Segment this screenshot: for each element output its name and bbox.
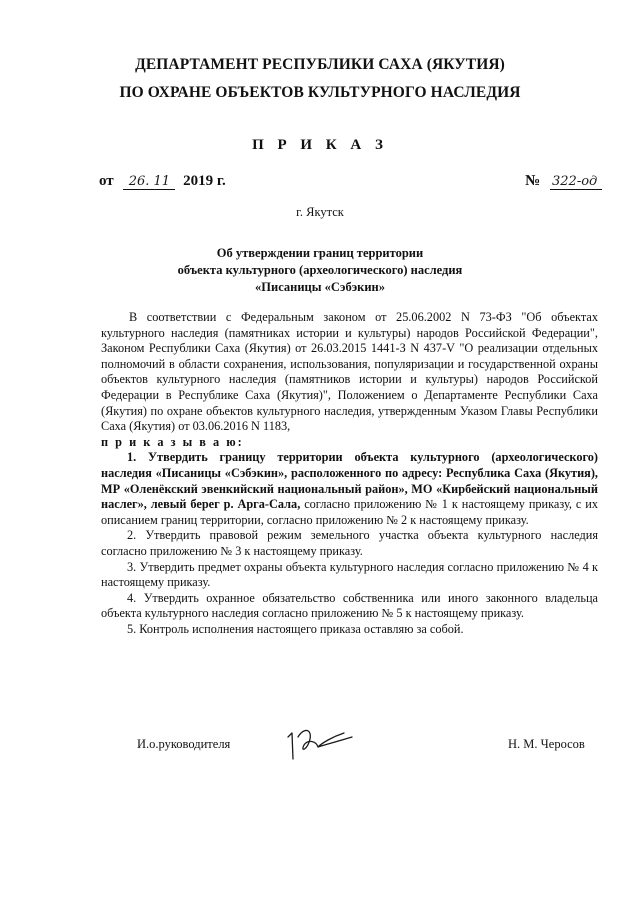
- handwritten-number: 322-од: [550, 175, 602, 190]
- order-item-4: [101, 591, 598, 622]
- order-item-1-text: согласно приложению № 1 к настоящему приказу, с их описанием границ территории, согласно приложению № 2 к настоящему приказу.: [101, 497, 598, 527]
- order-item-4-text: 4. Утвердить охранное обязательство собственника или иного законного владельца объекта культурного наследия согласно приложению № 5 к настоящему приказу.: [101, 590, 598, 621]
- order-body: [101, 310, 598, 637]
- subject-line-3: «Писаницы «Сэбэкин»: [255, 280, 385, 294]
- order-item-2-text: 2. Утвердить правовой режим земельного участка объекта культурного наследия согласно приложению № 3 к настоящему приказу.: [101, 528, 598, 558]
- order-item-5-text: 5. Контроль исполнения настоящего приказа оставляю за собой.: [127, 621, 464, 636]
- order-subject: [0, 245, 640, 296]
- signatory-name: Н. М. Черосов: [508, 737, 585, 751]
- department-title-line-2: ПО ОХРАНЕ ОБЪЕКТОВ КУЛЬТУРНОГО НАСЛЕДИЯ: [119, 84, 521, 101]
- number-prefix: №: [525, 173, 541, 189]
- date-year: 2019 г.: [183, 173, 226, 189]
- order-item-2: [101, 528, 598, 559]
- order-word: п р и к а з ы в а ю:: [101, 434, 244, 449]
- date-prefix: от: [99, 173, 114, 189]
- signatory-role: И.о.руководителя: [137, 737, 231, 751]
- date-row: [99, 173, 226, 190]
- number-row: [525, 173, 602, 190]
- department-title-line-1: ДЕПАРТАМЕНТ РЕСПУБЛИКИ САХА (ЯКУТИЯ): [135, 56, 505, 73]
- document-type: П Р И К А З: [252, 137, 388, 153]
- order-item-5: [101, 622, 598, 638]
- order-word-line: [101, 435, 598, 451]
- order-item-1: [101, 450, 598, 528]
- order-item-3-text: 3. Утвердить предмет охраны объекта культурного наследия согласно приложению № 4 к настоящему приказу.: [101, 559, 598, 590]
- intro-paragraph: В соответствии с Федеральным законом от 25.06.2002 N 73-ФЗ "Об объектах культурного наследия (памятниках истории и культуры) народов Российской Федерации", Законом Республики Саха (Якутия) от 26.03.2015 1441-З N 437-V "О реализации отдельных полномочий в области сохранения, использования, популяризации и государственной охраны объектов культурного наследия (памятников истории и культуры) народов Российской Федерации в Республике Саха (Якутия)", Положением о Департаменте Республики Саха (Якутия) по охране объектов культурного наследия, утвержденным Указом Главы Республики Саха (Якутия) от 03.06.2016 N 1183,: [101, 310, 598, 434]
- handwritten-signature: [282, 719, 372, 767]
- handwritten-date: 26. 11: [123, 175, 175, 190]
- order-item-1-bold: 1. Утвердить границу территории объекта культурного (археологического) наследия «Писаницы «Сэбэкин», расположенного по адресу: Республика Саха (Якутия), МР «Оленёкский эвенкийский национальный район», МО «Кирбейский национальный наслег», левый берег р. Арга-Сала,: [101, 450, 598, 512]
- subject-line-2: объекта культурного (археологического) наследия: [177, 263, 463, 277]
- order-item-3: [101, 560, 598, 591]
- subject-line-1: Об утверждении границ территории: [216, 246, 424, 260]
- city: г. Якутск: [296, 205, 344, 219]
